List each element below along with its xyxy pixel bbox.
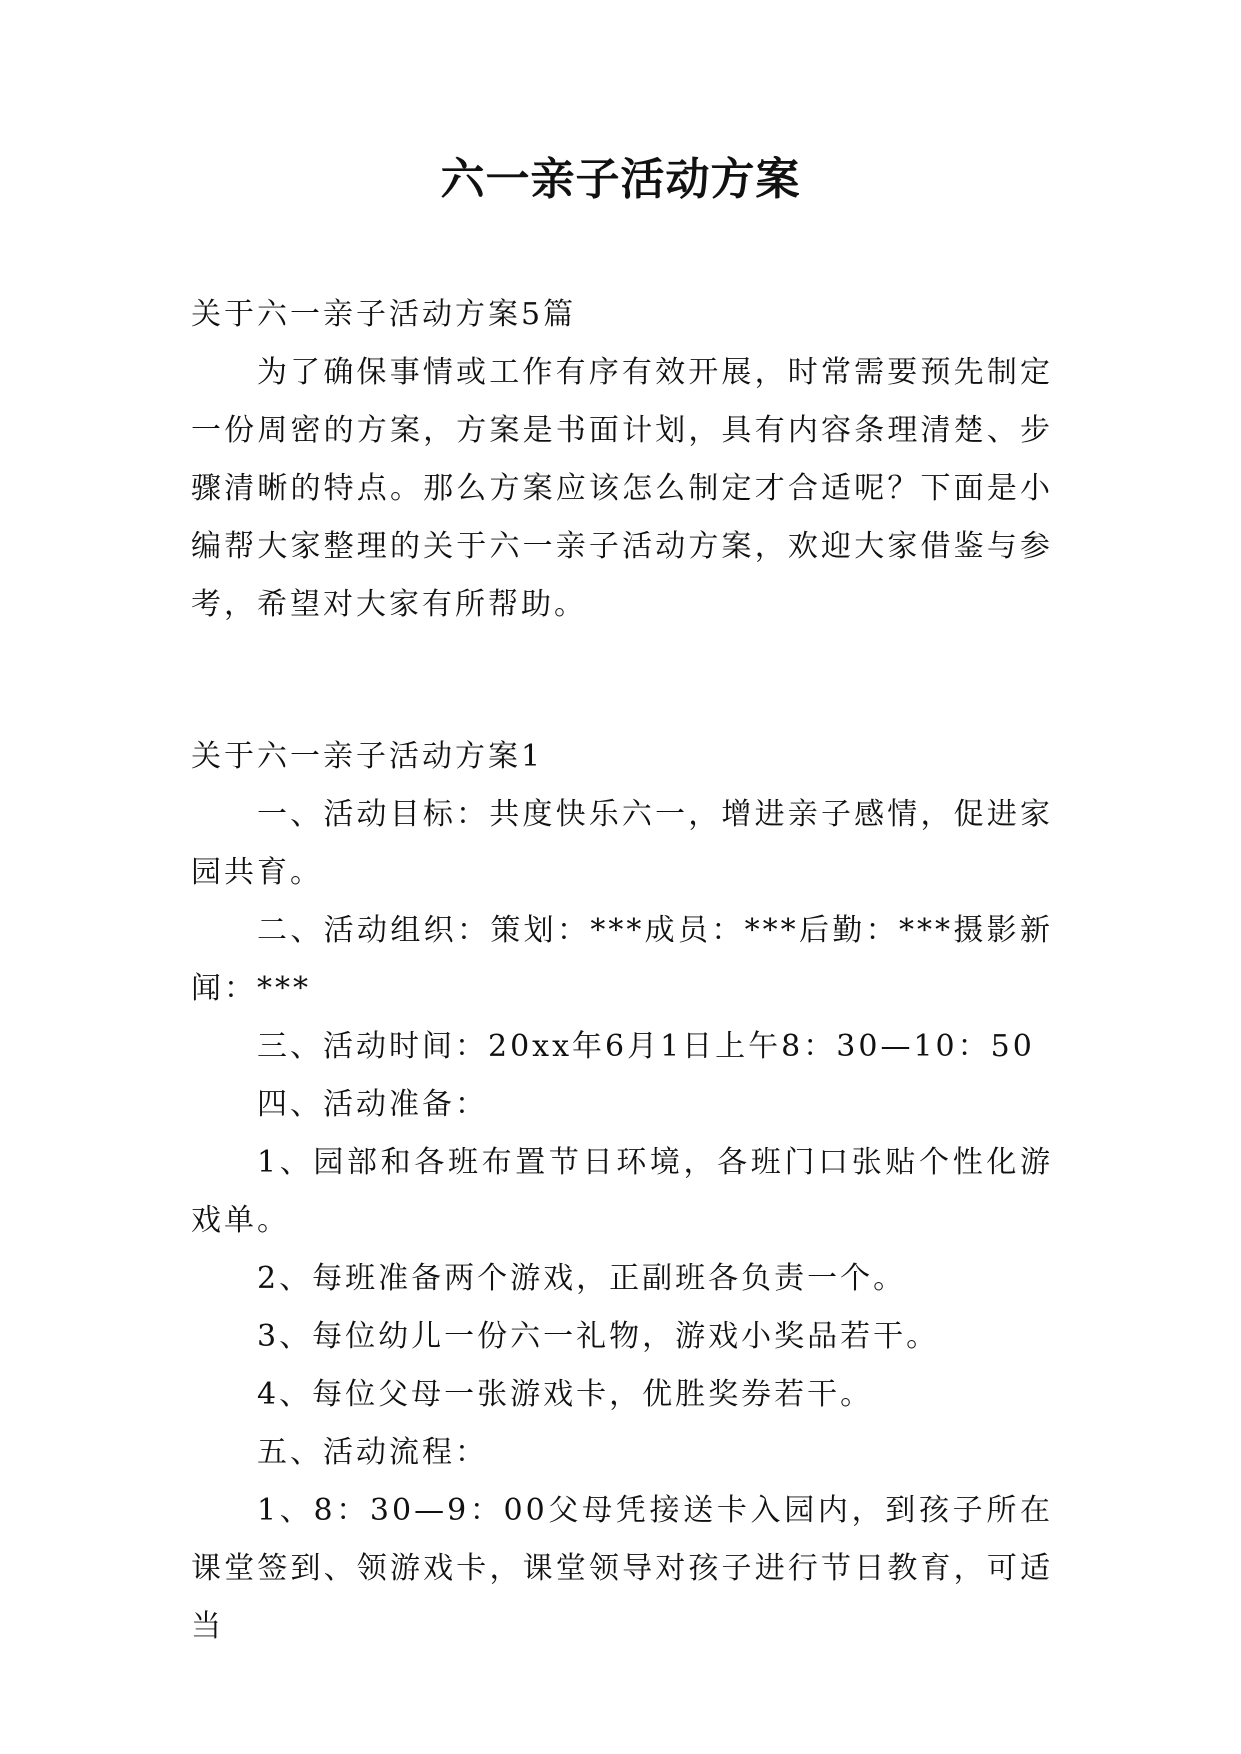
- document-body: [191, 286, 1053, 1656]
- section1-paragraph: 三、活动时间：20xx年6月1日上午8：30—10：50: [257, 1029, 1035, 1064]
- section1-paragraph: 3、每位幼儿一份六一礼物，游戏小奖品若干。: [257, 1319, 940, 1354]
- section1-heading: 关于六一亲子活动方案1: [191, 739, 544, 774]
- section-spacer: [191, 634, 1053, 728]
- section1-paragraph: 2、每班准备两个游戏，正副班各负责一个。: [257, 1261, 907, 1296]
- section1-paragraph: 五、活动流程：: [257, 1435, 488, 1470]
- section1-paragraph: 1、园部和各班布置节日环境，各班门口张贴个性化游戏单。: [191, 1145, 1053, 1238]
- intro-paragraph: 为了确保事情或工作有序有效开展，时常需要预先制定一份周密的方案，方案是书面计划，具有内容条理清楚、步骤清晰的特点。那么方案应该怎么制定才合适呢？下面是小编帮大家整理的关于六一亲子活动方案，欢迎大家借鉴与参考，希望对大家有所帮助。: [191, 355, 1053, 622]
- section1-paragraph: 4、每位父母一张游戏卡，优胜奖券若干。: [257, 1377, 874, 1412]
- section1-paragraph: 四、活动准备：: [257, 1087, 488, 1122]
- section1-paragraph: 二、活动组织：策划：***成员：***后勤：***摄影新闻：***: [191, 913, 1053, 1006]
- section1-paragraph: 一、活动目标：共度快乐六一，增进亲子感情，促进家园共育。: [191, 797, 1053, 890]
- document-title: 六一亲子活动方案: [440, 154, 801, 205]
- intro-heading: 关于六一亲子活动方案5篇: [191, 297, 577, 332]
- section1-paragraph: 1、8：30—9：00父母凭接送卡入园内，到孩子所在课堂签到、领游戏卡，课堂领导对孩子进行节日教育，可适当: [191, 1493, 1053, 1644]
